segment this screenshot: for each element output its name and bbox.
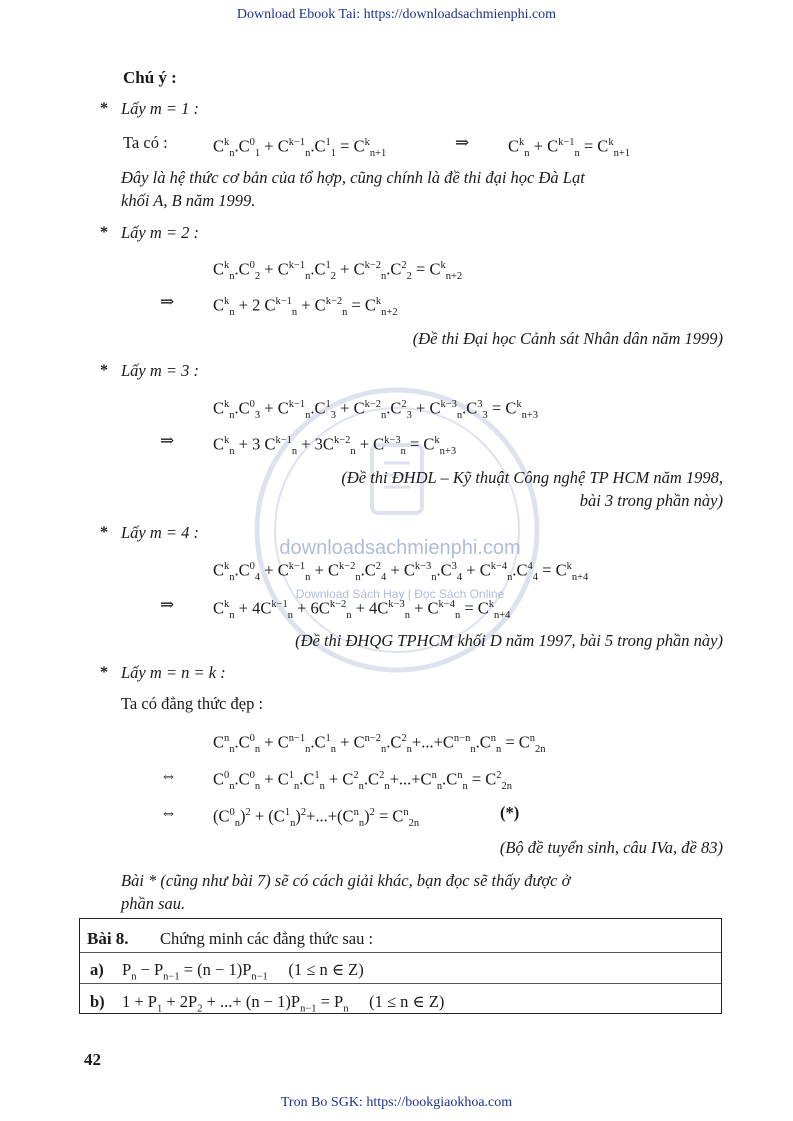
exercise-title: Bài 8.: [87, 929, 129, 948]
implies-arrow: ⇒: [160, 292, 175, 311]
formula-mnk-1: $C^n_n.C^0_n + C^{n-1}_n.C^1_n + C^{n-2}_n.C^2_n+...+C^{n-n}_n.C^n_n = C^n_{2n}$: [213, 732, 546, 755]
implies-arrow: ⇒: [160, 595, 175, 614]
exercise-b-label: b): [90, 992, 105, 1011]
formula-m4-result: $C^k_n + 4C^{k-1}_n + 6C^{k-2}_n + 4C^{k-3}_n + C^{k-4}_n = C^k_{n+4}$: [213, 598, 511, 621]
formula-m1-result: $C^k_n + C^{k-1}_n = C^k_{n+1}$: [508, 136, 630, 159]
case-m1-comment-line1: Đây là hệ thức cơ bản của tổ hợp, cũng chính là đề thi đại học Đà Lạt: [121, 168, 585, 187]
implies-arrow: ⇒: [160, 431, 175, 450]
watermark-subtext: Download Sách Hay | Đọc Sách Online: [295, 587, 505, 601]
case-m4-label: Lấy m = 4 :: [121, 523, 200, 542]
equivalent-arrow: ⇔: [160, 803, 177, 822]
exercise-prompt: Chứng minh các đẳng thức sau :: [160, 929, 374, 948]
formula-m2-result: $C^k_n + 2$ $C^{k-1}_n + C^{k-2}_n = C^k_{n+2}$: [213, 295, 398, 318]
exercise-a-formula: $P_n - P_{n-1} = (n - 1)P_{n-1}$ (1 ≤ n ∈ Z): [122, 960, 364, 983]
page-footer: Tron Bo SGK: https://bookgiaokhoa.com: [280, 1095, 513, 1110]
exercise-b-formula: $1 + P_1 + 2P_2$ + ...+ $(n - 1)P_{n-1} = P_n$ (1 ≤ n ∈ Z): [122, 992, 445, 1015]
implies-arrow: ⇒: [455, 133, 470, 152]
closing-note-line2: phần sau.: [121, 894, 186, 913]
formula-m2: $C^k_n.C^0_2 + C^{k-1}_n.C^1_2 + C^{k-2}_n.C^2_2 = C^k_{n+2}$: [213, 259, 463, 282]
formula-m3: $C^k_n.C^0_3 + C^{k-1}_n.C^1_3 + C^{k-2}_n.C^2_3 + C^{k-3}_n.C^3_3 = C^k_{n+3}$: [213, 398, 539, 421]
exercise-row-divider: [80, 952, 721, 953]
case-mnk-reference: (Bộ đề tuyển sinh, câu IVa, đề 83): [499, 838, 723, 857]
bullet: *: [100, 224, 108, 241]
bullet: *: [100, 100, 108, 117]
equivalent-arrow: ⇔: [160, 766, 177, 785]
case-m3-label: Lấy m = 3 :: [121, 361, 200, 380]
case-m4-reference: (Đề thi ĐHQG TPHCM khối D năm 1997, bài 5 trong phần này): [295, 631, 723, 650]
page-header: Download Ebook Tai: https://downloadsachmienphi.com: [236, 7, 557, 22]
case-m2-label: Lấy m = 2 :: [121, 223, 200, 242]
formula-mnk-2: $C^0_n.C^0_n + C^1_n.C^1_n + C^2_n.C^2_n+...+C^n_n.C^n_n = C^2_{2n}$: [213, 769, 513, 792]
note-title: Chú ý :: [123, 68, 177, 87]
case-m1-intro: Ta có :: [123, 133, 168, 152]
closing-note-line1: Bài * (cũng như bài 7) sẽ có cách giải khác, bạn đọc sẽ thấy được ở: [121, 871, 571, 890]
exercise-a-label: a): [90, 960, 104, 979]
case-m2-reference: (Đề thi Đại học Cảnh sát Nhân dân năm 1999): [412, 329, 723, 348]
watermark-text: downloadsachmienphi.com: [279, 537, 521, 559]
case-m1-comment-line2: khối A, B năm 1999.: [121, 191, 256, 210]
bullet: *: [100, 362, 108, 379]
formula-mnk-3: $(C^0_n)^2 + (C^1_n)^2+...+(C^n_n)^2 = C^n_{2n}$: [213, 806, 420, 829]
bullet: *: [100, 524, 108, 541]
case-m3-reference-line1: (Đề thi ĐHDL – Kỹ thuật Công nghệ TP HCM năm 1998,: [341, 468, 723, 487]
case-mnk-intro: Ta có đẳng thức đẹp :: [121, 694, 264, 713]
case-m1-label: Lấy m = 1 :: [121, 99, 200, 118]
case-m3-reference-line2: bài 3 trong phần này): [579, 491, 723, 510]
formula-m3-result: $C^k_n + 3$ $C^{k-1}_n + 3C^{k-2}_n + C^{k-3}_n = C^k_{n+3}$: [213, 434, 457, 457]
formula-m1: $C^k_n.C^0_1 + C^{k-1}_n.C^1_1 = C^k_{n+1}$: [213, 136, 387, 159]
page-number: 42: [84, 1050, 101, 1069]
formula-star-label: (*): [500, 803, 520, 822]
formula-m4: $C^k_n.C^0_4 + C^{k-1}_n + C^{k-2}_n.C^2_4 + C^{k-3}_n.C^3_4 + C^{k-4}_n.C^4_4 = C^k_{n+4}$: [213, 560, 589, 583]
bullet: *: [100, 664, 108, 681]
case-mnk-label: Lấy m = n = k :: [121, 663, 226, 682]
